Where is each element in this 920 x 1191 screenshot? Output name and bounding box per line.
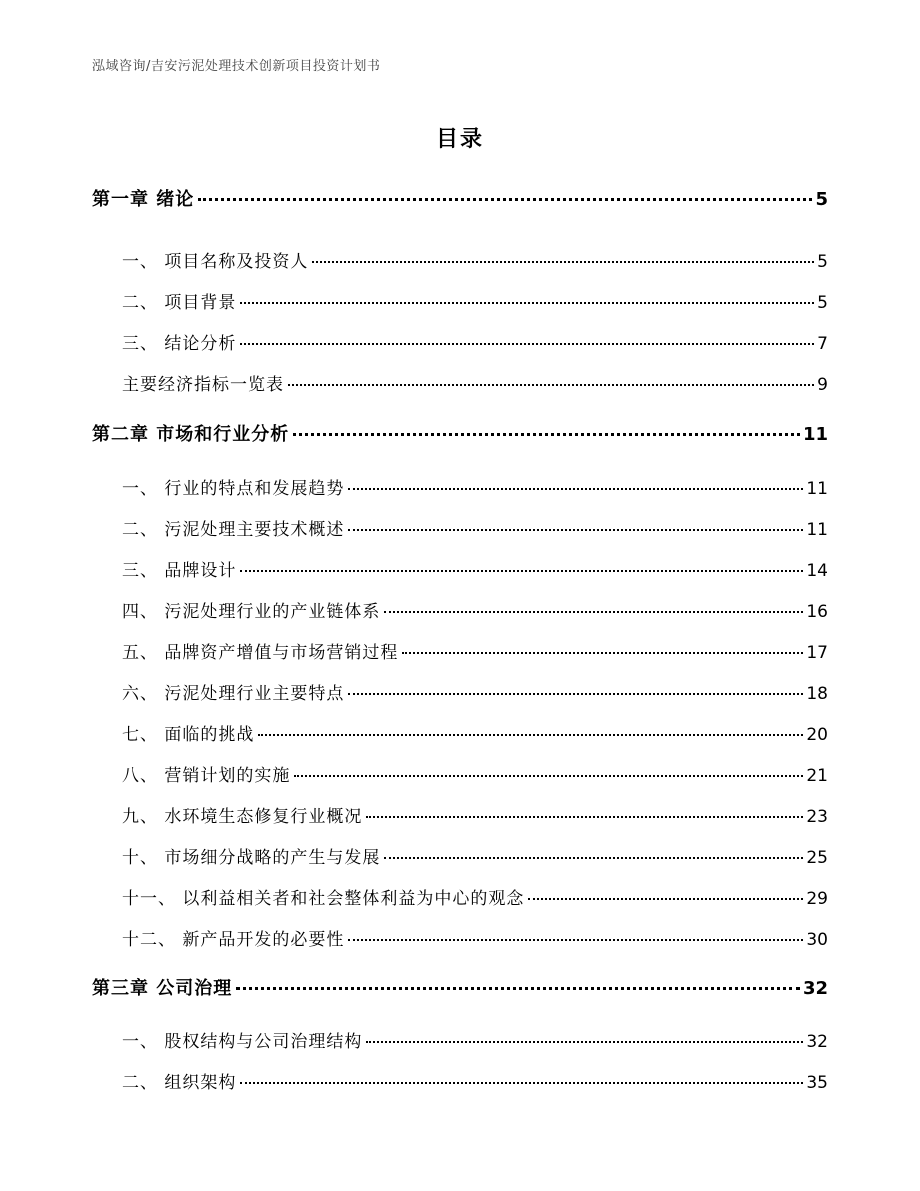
dot-leader — [348, 693, 803, 695]
dot-leader — [528, 898, 803, 900]
toc-label: 七、 面临的挑战 — [122, 725, 255, 745]
toc-section[interactable] — [122, 1027, 828, 1052]
toc-label: 第一章 绪论 — [92, 189, 195, 210]
toc-section[interactable] — [122, 843, 828, 868]
toc-page-number: 14 — [806, 561, 828, 581]
dot-leader — [348, 529, 803, 531]
dot-leader — [348, 488, 803, 490]
dot-leader — [294, 775, 803, 777]
toc-label: 第二章 市场和行业分析 — [92, 424, 290, 445]
toc-section[interactable] — [122, 1068, 828, 1093]
toc-section[interactable] — [122, 925, 828, 950]
dot-leader — [288, 384, 814, 386]
toc-label: 一、 项目名称及投资人 — [122, 252, 309, 272]
toc-page-number: 17 — [806, 643, 828, 663]
toc-page-number: 11 — [806, 479, 828, 499]
toc-label: 十二、 新产品开发的必要性 — [122, 930, 345, 950]
dot-leader — [198, 198, 812, 201]
toc-page-number: 23 — [806, 807, 828, 827]
toc-label: 第三章 公司治理 — [92, 978, 233, 999]
dot-leader — [366, 816, 803, 818]
toc-label: 一、 行业的特点和发展趋势 — [122, 479, 345, 499]
toc-section[interactable] — [122, 329, 828, 354]
toc-page-number: 11 — [806, 520, 828, 540]
dot-leader — [240, 302, 814, 304]
toc-page-number: 29 — [806, 889, 828, 909]
toc-page-number: 5 — [815, 189, 828, 210]
toc-title: 目录 — [435, 127, 484, 152]
toc-section[interactable] — [122, 556, 828, 581]
dot-leader — [293, 433, 800, 436]
toc-page-number: 18 — [806, 684, 828, 704]
toc-section[interactable] — [122, 597, 828, 622]
toc-label: 六、 污泥处理行业主要特点 — [122, 684, 345, 704]
running-header: 泓域咨询/吉安污泥处理技术创新项目投资计划书 — [92, 59, 381, 74]
toc-section[interactable] — [122, 288, 828, 313]
dot-leader — [258, 734, 803, 736]
toc-chapter[interactable] — [92, 185, 828, 211]
dot-leader — [402, 652, 803, 654]
toc-label: 二、 污泥处理主要技术概述 — [122, 520, 345, 540]
toc-label: 九、 水环境生态修复行业概况 — [122, 807, 363, 827]
toc-chapter[interactable] — [92, 974, 828, 1000]
toc-label: 十一、 以利益相关者和社会整体利益为中心的观念 — [122, 889, 525, 909]
toc-section[interactable] — [122, 679, 828, 704]
dot-leader — [240, 570, 803, 572]
dot-leader — [312, 261, 814, 263]
toc-page-number: 9 — [817, 375, 828, 395]
dot-leader — [348, 939, 803, 941]
toc-label: 四、 污泥处理行业的产业链体系 — [122, 602, 381, 622]
toc-page-number: 11 — [802, 424, 828, 445]
toc-section[interactable] — [122, 761, 828, 786]
toc-page-number: 5 — [817, 252, 828, 272]
toc-page-number: 32 — [806, 1032, 828, 1052]
toc-section[interactable] — [122, 720, 828, 745]
toc-page-number: 30 — [806, 930, 828, 950]
toc-page-number: 35 — [806, 1073, 828, 1093]
toc-section[interactable] — [122, 802, 828, 827]
toc-page-number: 20 — [806, 725, 828, 745]
toc-page-number: 32 — [802, 978, 828, 999]
toc-page-number: 5 — [817, 293, 828, 313]
toc-label: 五、 品牌资产增值与市场营销过程 — [122, 643, 399, 663]
toc-label: 十、 市场细分战略的产生与发展 — [122, 848, 381, 868]
toc-page-number: 7 — [817, 334, 828, 354]
toc-label: 一、 股权结构与公司治理结构 — [122, 1032, 363, 1052]
dot-leader — [240, 1082, 803, 1084]
toc-page-number: 25 — [806, 848, 828, 868]
toc-label: 主要经济指标一览表 — [122, 375, 284, 395]
toc-label: 三、 品牌设计 — [122, 561, 237, 581]
dot-leader — [384, 857, 803, 859]
dot-leader — [236, 987, 800, 990]
toc-section[interactable] — [122, 247, 828, 272]
toc-section[interactable] — [122, 884, 828, 909]
toc-label: 八、 营销计划的实施 — [122, 766, 291, 786]
toc-page-number: 16 — [806, 602, 828, 622]
toc-page-number: 21 — [806, 766, 828, 786]
toc-section[interactable] — [122, 370, 828, 395]
toc-section[interactable] — [122, 474, 828, 499]
dot-leader — [366, 1041, 803, 1043]
toc-chapter[interactable] — [92, 420, 828, 446]
dot-leader — [384, 611, 803, 613]
dot-leader — [240, 343, 814, 345]
toc-label: 二、 组织架构 — [122, 1073, 237, 1093]
toc-section[interactable] — [122, 515, 828, 540]
toc-section[interactable] — [122, 638, 828, 663]
toc-label: 三、 结论分析 — [122, 334, 237, 354]
toc-label: 二、 项目背景 — [122, 293, 237, 313]
